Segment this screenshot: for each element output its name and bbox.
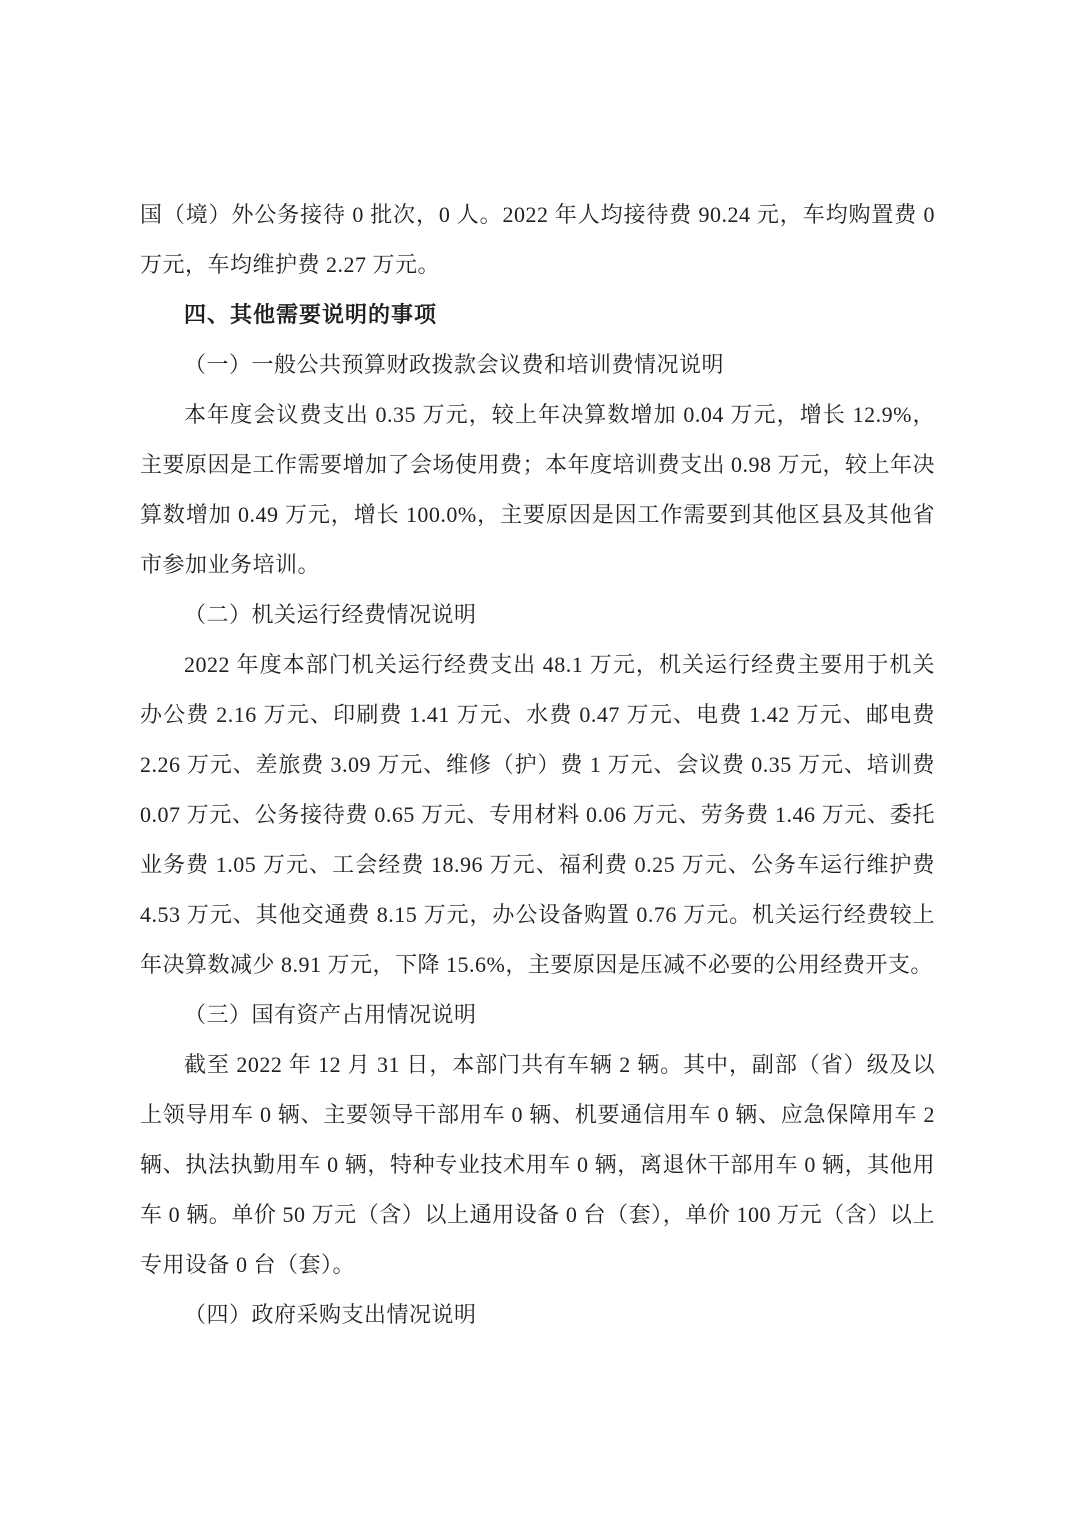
paragraph-state-assets-detail: 截至 2022 年 12 月 31 日，本部门共有车辆 2 辆。其中，副部（省）级及以上领导用车 0 辆、主要领导干部用车 0 辆、机要通信用车 0 辆、应急保障用车 2 辆、执法执勤用车 0 辆，特种专业技术用车 0 辆，离退休干部用车 0 辆，其他用车 0 辆。单价 50 万元（含）以上通用设备 0 台（套），单价 100 万元（含）以上专用设备 0 台（套）。 (140, 1052, 935, 1277)
subsection-heading-government-procurement: （四）政府采购支出情况说明 (184, 1302, 477, 1327)
paragraph-reception-stats-continuation: 国（境）外公务接待 0 批次，0 人。2022 年人均接待费 90.24 元，车均购置费 0 万元，车均维护费 2.27 万元。 (140, 202, 935, 277)
paragraph-meeting-training-fees-detail: 本年度会议费支出 0.35 万元，较上年决算数增加 0.04 万元，增长 12.9%，主要原因是工作需要增加了会场使用费；本年度培训费支出 0.98 万元，较上年决算数增加 0.49 万元，增长 100.0%，主要原因是因工作需要到其他区县及其他省市参加业务培训。 (140, 402, 936, 577)
subsection-heading-meeting-training-fees: （一）一般公共预算财政拨款会议费和培训费情况说明 (184, 352, 725, 377)
subsection-heading-operating-funds: （二）机关运行经费情况说明 (184, 602, 477, 627)
section-heading-other-items: 四、其他需要说明的事项 (184, 302, 438, 327)
subsection-heading-state-assets: （三）国有资产占用情况说明 (184, 1002, 477, 1027)
paragraph-operating-funds-detail: 2022 年度本部门机关运行经费支出 48.1 万元，机关运行经费主要用于机关办公费 2.16 万元、印刷费 1.41 万元、水费 0.47 万元、电费 1.42 万元、邮电费 2.26 万元、差旅费 3.09 万元、维修（护）费 1 万元、会议费 0.35 万元、培训费 0.07 万元、公务接待费 0.65 万元、专用材料 0.06 万元、劳务费 1.46 万元、委托业务费 1.05 万元、工会经费 18.96 万元、福利费 0.25 万元、公务车运行维护费 4.53 万元、其他交通费 8.15 万元，办公设备购置 0.76 万元。机关运行经费较上年决算数减少 8.91 万元，下降 15.6%，主要原因是压减不必要的公用经费开支。 (140, 652, 935, 977)
